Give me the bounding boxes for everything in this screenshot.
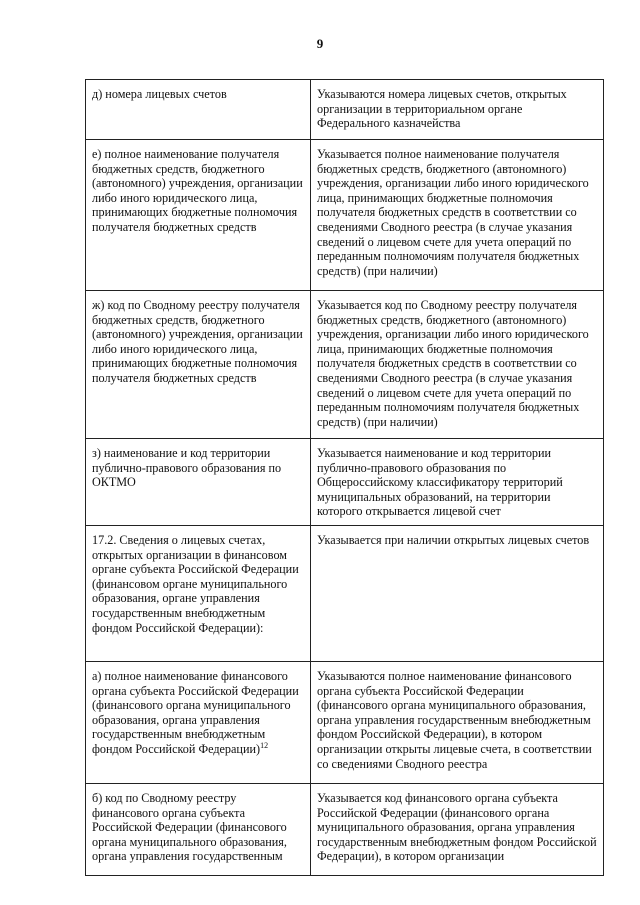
row-label-cell: д) номера лицевых счетов [86,80,311,140]
row-label-cell: 17.2. Сведения о лицевых счетах, открытых организации в финансовом органе субъекта Российской Федерации (финансовом органе муниципального образования, органе управления государственным внебюджетным фондом Российской Федерации): [86,526,311,662]
row-label-cell: б) код по Сводному реестру финансового органа субъекта Российской Федерации (финансового органа муниципального образования, органа управления государственным [86,784,311,876]
row-description-cell: Указываются номера лицевых счетов, открытых организации в территориальном органе Федерального казначейства [311,80,604,140]
row-label-text: а) полное наименование финансового органа субъекта Российской Федерации (финансового органа муниципального образования, органа управления государственным внебюджетным фондом Российской Федерации) [92,669,299,756]
document-table [85,79,604,876]
row-label-cell: е) полное наименование получателя бюджетных средств, бюджетного (автономного) учреждения, организации либо иного юридического лица, принимающих бюджетные полномочия получателя бюджетных средств [86,140,311,291]
table-row [86,784,604,876]
table-row [86,291,604,439]
page-number: 9 [316,36,324,51]
table-row [86,80,604,140]
row-label-cell: ж) код по Сводному реестру получателя бюджетных средств, бюджетного (автономного) учреждения, организации либо иного юридического лица, принимающих бюджетные полномочия получателя бюджетных средств [86,291,311,439]
table-row [86,439,604,526]
footnote-reference: 12 [260,740,269,750]
row-description-cell: Указывается наименование и код территории публично-правового образования по Общероссийскому классификатору территорий муниципальных образований, на территории которого открывается лицевой счет [311,439,604,526]
row-description-cell: Указывается код по Сводному реестру получателя бюджетных средств, бюджетного (автономного) учреждения, организации либо иного юридического лица, принимающих бюджетные полномочия получателя бюджетных средств в соответствии со сведениями Сводного реестра (в случае указания сведений о лицевом счете для учета операций по переданным полномочиям получателя бюджетных средств) (при наличии) [311,291,604,439]
row-label-cell [86,662,311,784]
table-row [86,526,604,662]
row-label-cell: з) наименование и код территории публично-правового образования по ОКТМО [86,439,311,526]
table-row [86,140,604,291]
row-description-cell: Указывается код финансового органа субъекта Российской Федерации (финансового органа муниципального образования, органа управления государственным внебюджетным фондом Российской Федерации), в котором организации [311,784,604,876]
table-row [86,662,604,784]
row-description-cell: Указывается полное наименование получателя бюджетных средств, бюджетного (автономного) учреждения, организации либо иного юридического лица, принимающих бюджетные полномочия получателя бюджетных средств в соответствии со сведениями Сводного реестра (в случае указания сведений о лицевом счете для учета операций по переданным полномочиям получателя бюджетных средств) (при наличии) [311,140,604,291]
row-description-cell: Указываются полное наименование финансового органа субъекта Российской Федерации (финансового органа муниципального образования, органа управления государственным внебюджетным фондом Российской Федерации), в котором организации открыты лицевые счета, в соответствии со сведениями Сводного реестра [311,662,604,784]
row-description-cell: Указывается при наличии открытых лицевых счетов [311,526,604,662]
